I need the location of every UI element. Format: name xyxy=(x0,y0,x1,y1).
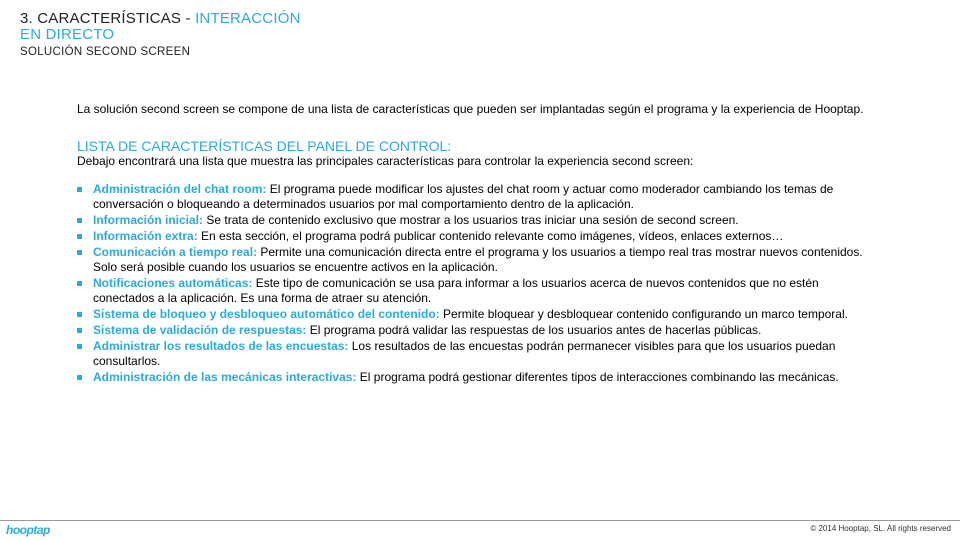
feature-text: Los resultados de las encuestas podrán permanecer visibles para que los usuarios puedan consultarlos. xyxy=(93,339,836,368)
feature-name: Información inicial: xyxy=(93,213,204,227)
slide-content xyxy=(77,102,877,386)
feature-text: En esta sección, el programa podrá publicar contenido relevante como imágenes, vídeos, enlaces externos… xyxy=(197,229,784,243)
slide-title xyxy=(20,11,301,27)
feature-text: El programa podrá gestionar diferentes tipos de interacciones combinando las mecánicas. xyxy=(356,370,839,384)
bullet-icon xyxy=(77,312,82,317)
feature-item xyxy=(77,182,877,212)
feature-item xyxy=(77,276,877,306)
bullet-icon xyxy=(77,344,82,349)
feature-text: Permite bloquear y desbloquear contenido configurando un marco temporal. xyxy=(439,307,848,321)
bullet-icon xyxy=(77,250,82,255)
title-prefix: 3. CARACTERÍSTICAS - xyxy=(20,10,196,27)
feature-item xyxy=(77,229,877,244)
bullet-icon xyxy=(77,234,82,239)
feature-text: Permite una comunicación directa entre el programa y los usuarios a tiempo real tras mostrar nuevos contenidos. Solo será posible cuando los usuarios se encuentre activos en la aplicación. xyxy=(93,245,863,274)
bullet-icon xyxy=(77,375,82,380)
feature-name: Sistema de validación de respuestas: xyxy=(93,323,307,337)
feature-item xyxy=(77,339,877,369)
intro-paragraph: La solución second screen se compone de una lista de características que pueden ser implantadas según el programa y la experiencia de Hooptap. xyxy=(77,102,864,116)
bullet-icon xyxy=(77,218,82,223)
feature-item xyxy=(77,307,877,322)
slide-header xyxy=(20,11,301,59)
feature-text: Este tipo de comunicación se usa para informar a los usuarios acerca de nuevos contenidos que no estén conectados a la aplicación. Es una forma de atraer su atención. xyxy=(93,276,819,305)
feature-name: Notificaciones automáticas: xyxy=(93,276,253,290)
hooptap-logo: hooptap xyxy=(6,523,50,537)
feature-item xyxy=(77,245,877,275)
feature-name: Sistema de bloqueo y desbloqueo automático del contenido: xyxy=(93,307,440,321)
panel-heading: LISTA DE CARACTERÍSTICAS DEL PANEL DE CONTROL: xyxy=(77,138,452,154)
title-accent-line-2: EN DIRECTO xyxy=(20,26,115,43)
feature-text: El programa puede modificar los ajustes del chat room y actuar como moderador cambiando los temas de conversación o bloqueando a determinados usuarios por mal comportamiento dentro de la aplicación. xyxy=(93,182,834,211)
feature-item xyxy=(77,370,877,385)
bullet-icon xyxy=(77,328,82,333)
feature-item xyxy=(77,323,877,338)
feature-text: El programa podrá validar las respuestas de los usuarios antes de hacerlas públicas. xyxy=(306,323,762,337)
feature-name: Administración de las mecánicas interactivas: xyxy=(93,370,357,384)
title-accent: INTERACCIÓN xyxy=(195,10,301,27)
feature-name: Administrar los resultados de las encuestas: xyxy=(93,339,349,353)
feature-list xyxy=(77,182,877,385)
feature-name: Comunicación a tiempo real: xyxy=(93,245,258,259)
bullet-icon xyxy=(77,281,82,286)
bullet-icon xyxy=(77,187,82,192)
feature-text: Se trata de contenido exclusivo que mostrar a los usuarios tras iniciar una sesión de second screen. xyxy=(203,213,739,227)
feature-name: Información extra: xyxy=(93,229,198,243)
footer-divider xyxy=(0,520,960,521)
copyright-notice: © 2014 Hooptap, SL. All rights reserved xyxy=(810,524,951,533)
feature-name: Administración del chat room: xyxy=(93,182,267,196)
panel-description: Debajo encontrará una lista que muestra las principales características para controlar la experiencia second screen: xyxy=(77,154,694,168)
slide-subtitle: SOLUCIÓN SECOND SCREEN xyxy=(20,46,191,58)
feature-item xyxy=(77,213,877,228)
